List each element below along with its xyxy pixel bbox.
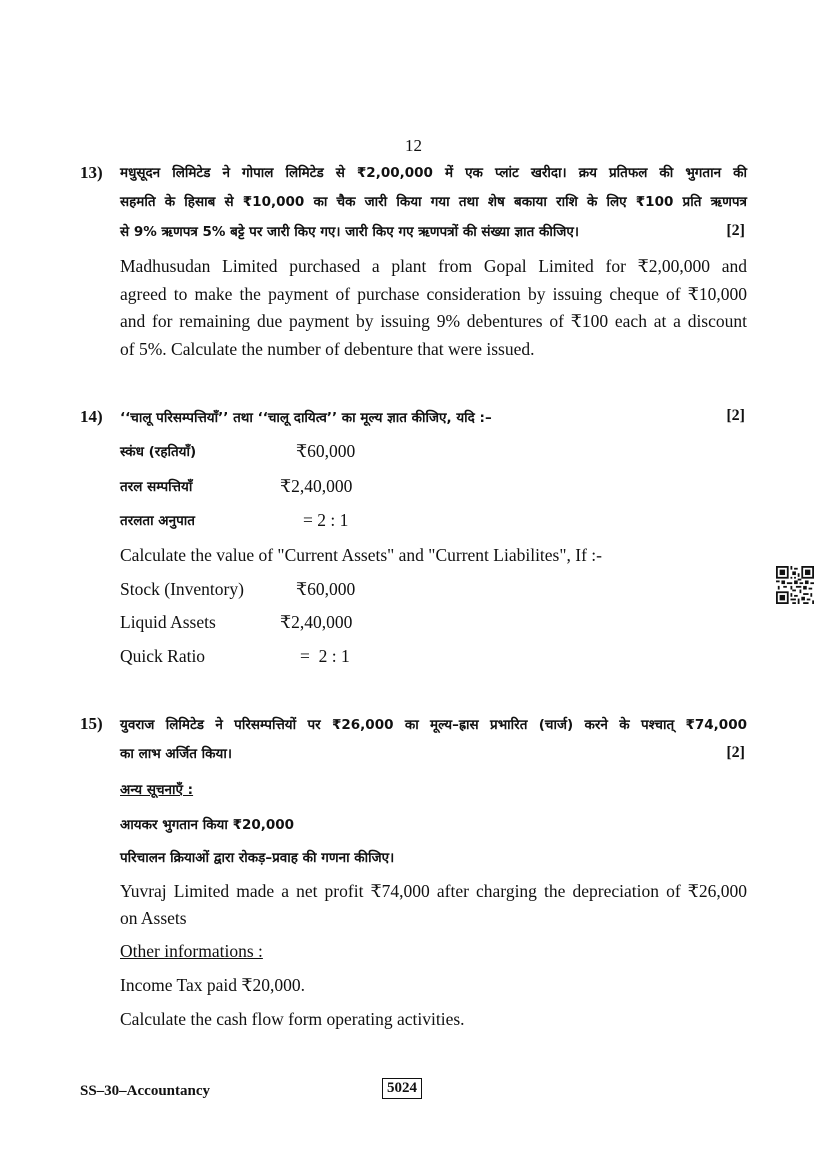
q14-hindi-label-liquid: तरल सम्पत्तियाँ: [120, 479, 193, 495]
q15-english-calculate: Calculate the cash flow form operating activities.: [120, 1009, 465, 1029]
q15-english-other-heading: Other informations :: [120, 941, 263, 961]
q15-english-line-2: on Assets: [120, 908, 187, 928]
footer-paper-code: 5024: [382, 1078, 422, 1099]
q13-marks: [2]: [726, 222, 745, 239]
q14-hindi-label-ratio: तरलता अनुपात: [120, 513, 195, 529]
footer-subject: SS–30–Accountancy: [80, 1083, 211, 1099]
page-number: 12: [405, 136, 422, 155]
q14-hindi-value-liquid: ₹2,40,000: [280, 476, 353, 496]
q15-hindi-other-heading: अन्य सूचनाएँ :: [120, 782, 194, 798]
q13-hindi-line-3: से 9% ऋणपत्र 5% बट्टे पर जारी किए गए। जारी किए गए ऋणपत्रों की संख्या ज्ञात कीजिए।: [120, 224, 579, 240]
q14-english-value-ratio: = 2 : 1: [300, 646, 350, 666]
q13-english-line-3: and for remaining due payment by issuing 9% debentures of ₹100 each at a discount: [120, 311, 747, 331]
q15-hindi-calculate: परिचालन क्रियाओं द्वारा रोकड़–प्रवाह की गणना कीजिए।: [120, 850, 395, 866]
q14-english-value-stock: ₹60,000: [296, 579, 356, 599]
q14-hindi-question: ‘‘चालू परिसम्पत्तियाँ’’ तथा ‘‘चालू दायित्व’’ का मूल्य ज्ञात कीजिए, यदि :–: [120, 410, 492, 426]
qr-code: [776, 566, 814, 604]
q14-hindi-value-stock: ₹60,000: [296, 441, 356, 461]
q14-hindi-value-ratio: = 2 : 1: [303, 510, 349, 530]
q15-hindi-line-2: का लाभ अर्जित किया।: [120, 746, 232, 762]
q13-english-line-4: of 5%. Calculate the number of debenture that were issued.: [120, 339, 535, 359]
q13-hindi-line-1: मधुसूदन लिमिटेड ने गोपाल लिमिटेड से ₹2,00,000 में एक प्लांट खरीदा। क्रय प्रतिफल की भुगतान की: [120, 165, 747, 181]
q13-english-line-1: Madhusudan Limited purchased a plant from Gopal Limited for ₹2,00,000 and: [120, 256, 747, 276]
q15-english-income-tax: Income Tax paid ₹20,000.: [120, 975, 306, 995]
q13-hindi-line-2: सहमति के हिसाब से ₹10,000 का चैक जारी किया गया तथा शेष बकाया राशि के लिए ₹100 प्रति ऋणपत्र: [120, 194, 747, 210]
q14-english-label-ratio: Quick Ratio: [120, 646, 206, 666]
question-13-number: 13): [80, 163, 103, 182]
question-15-number: 15): [80, 714, 103, 733]
question-14-number: 14): [80, 407, 103, 426]
q14-english-value-liquid: ₹2,40,000: [280, 612, 353, 632]
q14-marks: [2]: [726, 407, 745, 424]
q14-english-label-stock: Stock (Inventory): [120, 579, 244, 599]
q14-hindi-label-stock: स्कंध (रहतियाँ): [120, 444, 197, 460]
q15-english-line-1: Yuvraj Limited made a net profit ₹74,000 after charging the depreciation of ₹26,000: [120, 881, 747, 901]
q15-hindi-income-tax: आयकर भुगतान किया ₹20,000: [120, 817, 295, 833]
q15-marks: [2]: [726, 744, 745, 761]
q14-english-label-liquid: Liquid Assets: [120, 612, 216, 632]
q15-hindi-line-1: युवराज लिमिटेड ने परिसम्पत्तियों पर ₹26,000 का मूल्य–ह्रास प्रभारित (चार्ज) करने के पश्चात् ₹74,000: [120, 717, 747, 733]
q13-english-line-2: agreed to make the payment of purchase consideration by issuing cheque of ₹10,000: [120, 284, 747, 304]
q14-english-question: Calculate the value of "Current Assets" and "Current Liabilites", If :-: [120, 545, 602, 565]
